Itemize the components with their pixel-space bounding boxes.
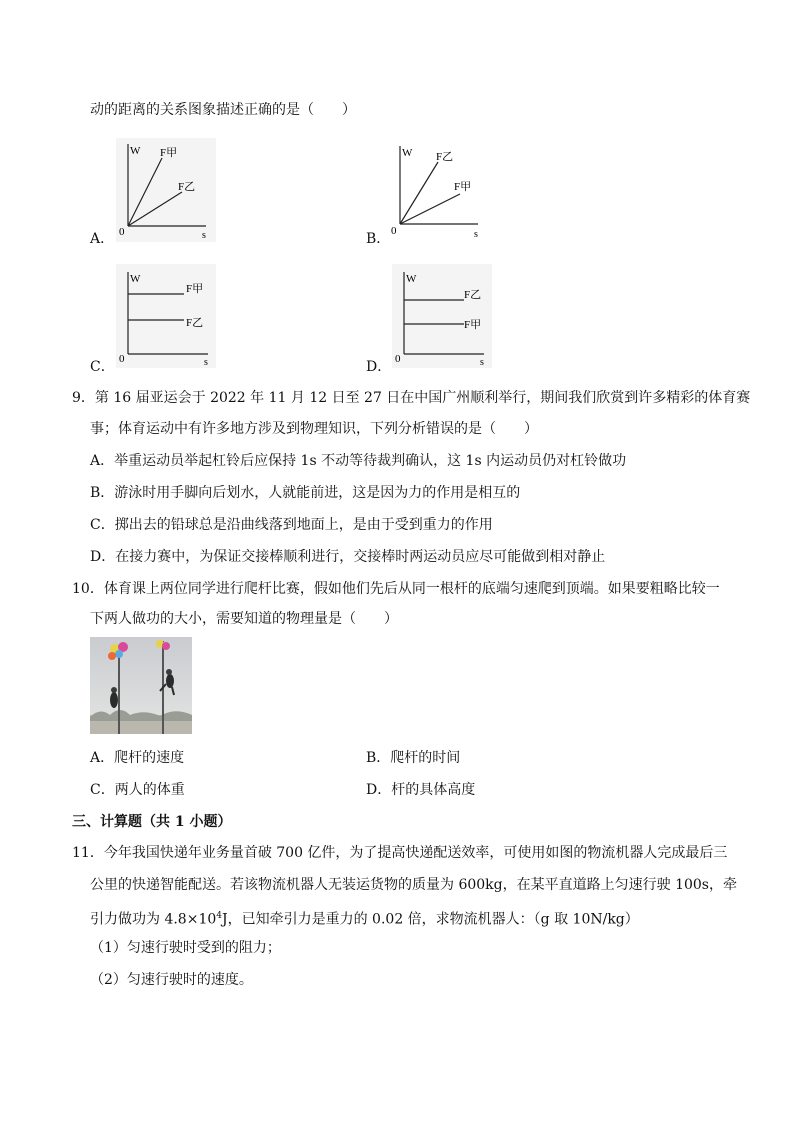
q9-option-a: A．举重运动员举起杠铃后应保持 1s 不动等待裁判确认，这 1s 内运动员仍对杠铃做功 [90,453,627,469]
origin-label: 0 [119,226,125,238]
q9-option-b: B．游泳时用手脚向后划水，人就能前进，这是因为力的作用是相互的 [90,485,521,501]
q10-option-d: D．杆的具体高度 [366,782,476,798]
lower-line-label: F乙 [186,317,204,329]
x-axis-label: s [474,229,478,240]
lower-line-label: F甲 [464,319,482,331]
pole-climbing-photo [90,637,192,734]
q10-stem-line1: 10．体育课上两位同学进行爬杆比赛，假如他们先后从同一根杆的底端匀速爬到顶端。如果要粗略比较一 [72,581,720,597]
q11-stem-line2: 公里的快递智能配送。若该物流机器人无装运货物的质量为 600kg，在某平直道路上匀速行驶 100s，牵 [90,877,737,893]
q8-option-b-letter: B． [366,231,391,247]
q11-sub-question-2: （2）匀速行驶时的速度。 [90,972,253,988]
graph-c-svg [116,264,216,368]
x-axis-label: s [202,230,206,241]
lower-line-label: F乙 [178,181,196,193]
origin-label: 0 [395,353,401,365]
q10-option-c: C．两人的体重 [90,782,185,798]
lower-line-label: F甲 [454,181,472,193]
q11-stem-line1: 11．今年我国快递年业务量首破 700 亿件，为了提高快递配送效率，可使用如图的物流机器人完成最后三 [72,845,728,861]
graph-b-svg [390,138,486,242]
q11-sub-question-1: （1）匀速行驶时受到的阻力； [90,940,281,956]
q9-stem-line1: 9．第 16 届亚运会于 2022 年 11 月 12 日至 27 日在中国广州顺利举行，期间我们欣赏到许多精彩的体育赛 [72,390,751,406]
origin-label: 0 [391,225,397,237]
q8-graph-b [390,138,486,242]
q8-graph-c [116,264,216,368]
graph-a-svg [116,138,216,242]
graph-d-svg [392,264,492,368]
upper-line-label: F甲 [186,283,204,295]
q8-option-d-letter: D． [366,359,392,375]
q9-option-d: D．在接力赛中，为保证交接棒顺利进行，交接棒时两运动员应尽可能做到相对静止 [90,549,606,565]
q10-stem-line2: 下两人做功的大小，需要知道的物理量是（ ） [90,611,398,627]
origin-label: 0 [119,353,125,365]
q8-option-c-letter: C． [90,359,115,375]
q8-stem-tail: 动的距离的关系图象描述正确的是（ ） [90,102,356,118]
q9-option-c: C．掷出去的铅球总是沿曲线落到地面上，是由于受到重力的作用 [90,517,493,533]
q9-stem-line2: 事；体育运动中有许多地方涉及到物理知识，下列分析错误的是（ ） [90,421,538,437]
q8-graph-d [392,264,492,368]
y-axis-label: W [402,147,413,159]
q11-line3-exponent: 4 [216,911,222,921]
upper-line-label: F乙 [436,151,454,163]
q10-option-b: B．爬杆的时间 [366,750,461,766]
q8-option-a-letter: A． [90,231,115,247]
upper-line-label: F甲 [160,147,178,159]
upper-line-label: F乙 [464,289,482,301]
y-axis-label: W [130,273,141,285]
y-axis-label: W [406,273,417,285]
x-axis-label: s [204,357,208,368]
q11-stem-line3 [90,906,639,930]
q10-option-a: A．爬杆的速度 [90,750,185,766]
y-axis-label: W [130,145,141,157]
q11-line3-part2: J，已知牵引力是重力的 0.02 倍，求物流机器人：（g 取 10N/kg） [222,911,639,928]
pole-climbing-photo-svg [90,637,192,734]
section-3-heading: 三、计算题（共 1 小题） [72,814,232,830]
q11-line3-part1: 引力做功为 4.8×10 [90,911,217,928]
q8-graph-a [116,138,216,242]
x-axis-label: s [480,357,484,368]
